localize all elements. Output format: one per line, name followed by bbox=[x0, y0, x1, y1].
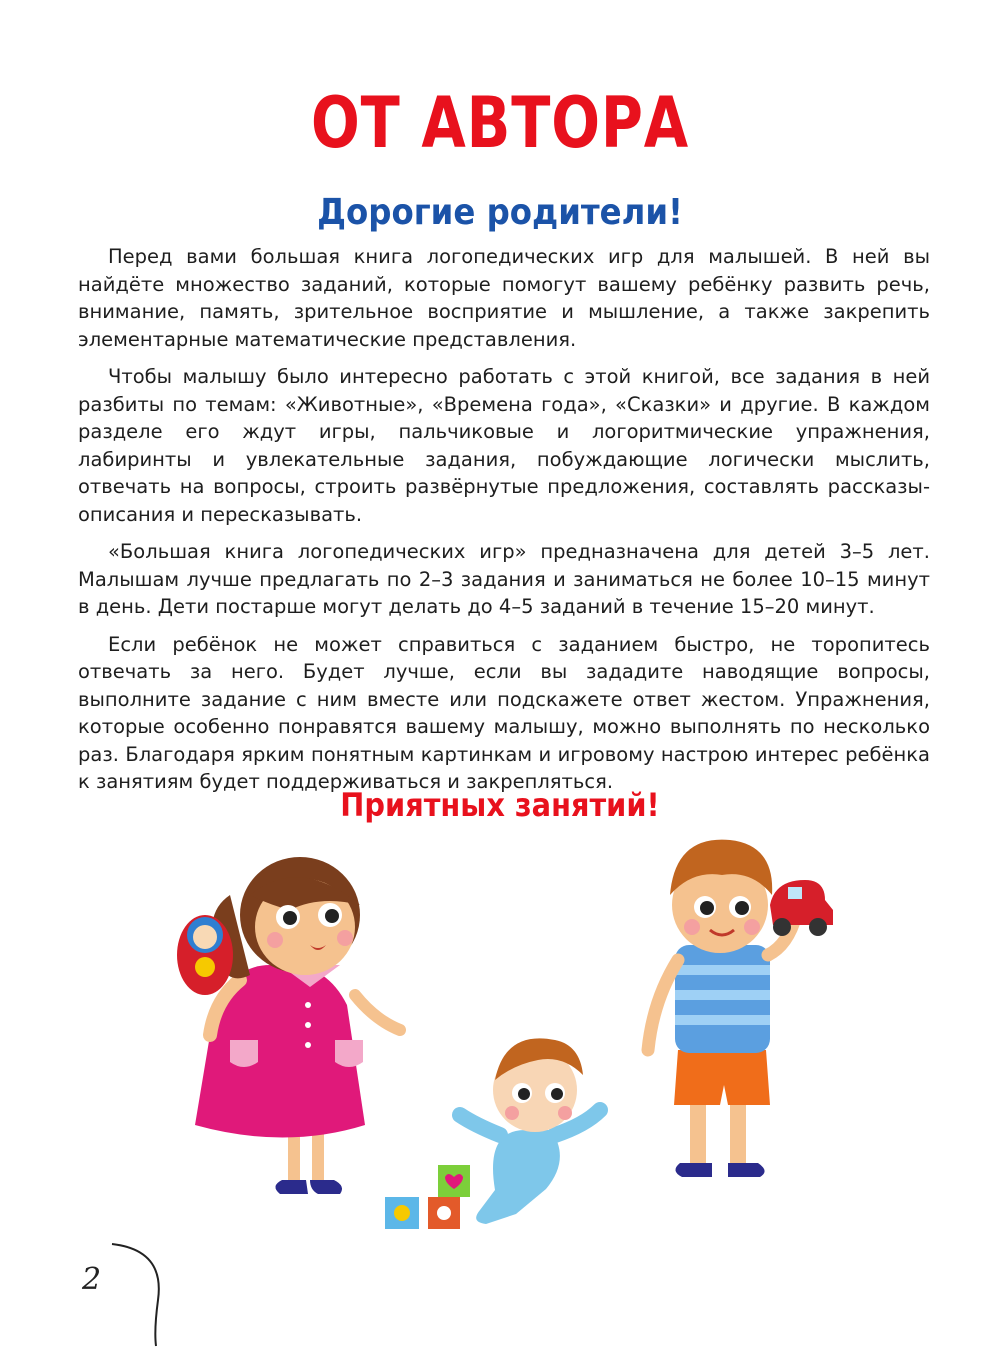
page-corner-curve bbox=[110, 1240, 170, 1348]
paragraph: Перед вами большая книга логопедических игр для малышей. В ней вы найдёте множество заданий, которые помогут вашему ребёнку развить речь, внимание, память, зрительное восприятие и мышление, а также закрепить элементарные математические представления. bbox=[78, 245, 930, 351]
baby-figure bbox=[385, 1038, 600, 1229]
paragraph: Чтобы малышу было интересно работать с этой книгой, все задания в ней разбиты по темам: «Животные», «Времена года», «Сказки» и другие. В каждом разделе его ждут игры, пальчиковые и логоритмические упражнения, лабиринты и увлекательные задания, побуждающие логически мыслить, отвечать на вопросы, строить развёрнутые предложения, составлять рассказы-описания и пересказывать. bbox=[78, 365, 930, 526]
body-text bbox=[78, 243, 930, 806]
girl-figure bbox=[177, 857, 400, 1194]
children-illustration bbox=[170, 835, 870, 1245]
closing-heading: Приятных занятий! bbox=[340, 786, 660, 824]
page-number: 2 bbox=[82, 1262, 102, 1297]
page-title: ОТ АВТОРА bbox=[311, 82, 689, 164]
paragraph: Если ребёнок не может справиться с заданием быстро, не торопитесь отвечать за него. Будет лучше, если вы зададите наводящие вопросы, выполните задание с ним вместе или подскажете ответ жестом. Упражнения, которые особенно понравятся вашему малышу, можно выполнять по несколько раз. Благодаря ярким понятным картинкам и игровому настрою интерес ребёнка к занятиям будет поддерживаться и закрепляться. bbox=[78, 632, 930, 793]
boy-figure bbox=[648, 840, 833, 1177]
paragraph: «Большая книга логопедических игр» предназначена для детей 3–5 лет. Малышам лучше предлагать по 2–3 задания и заниматься не более 10–15 минут в день. Дети постарше могут делать до 4–5 заданий в течение 15–20 минут. bbox=[78, 540, 930, 618]
greeting-heading: Дорогие родители! bbox=[317, 192, 683, 233]
